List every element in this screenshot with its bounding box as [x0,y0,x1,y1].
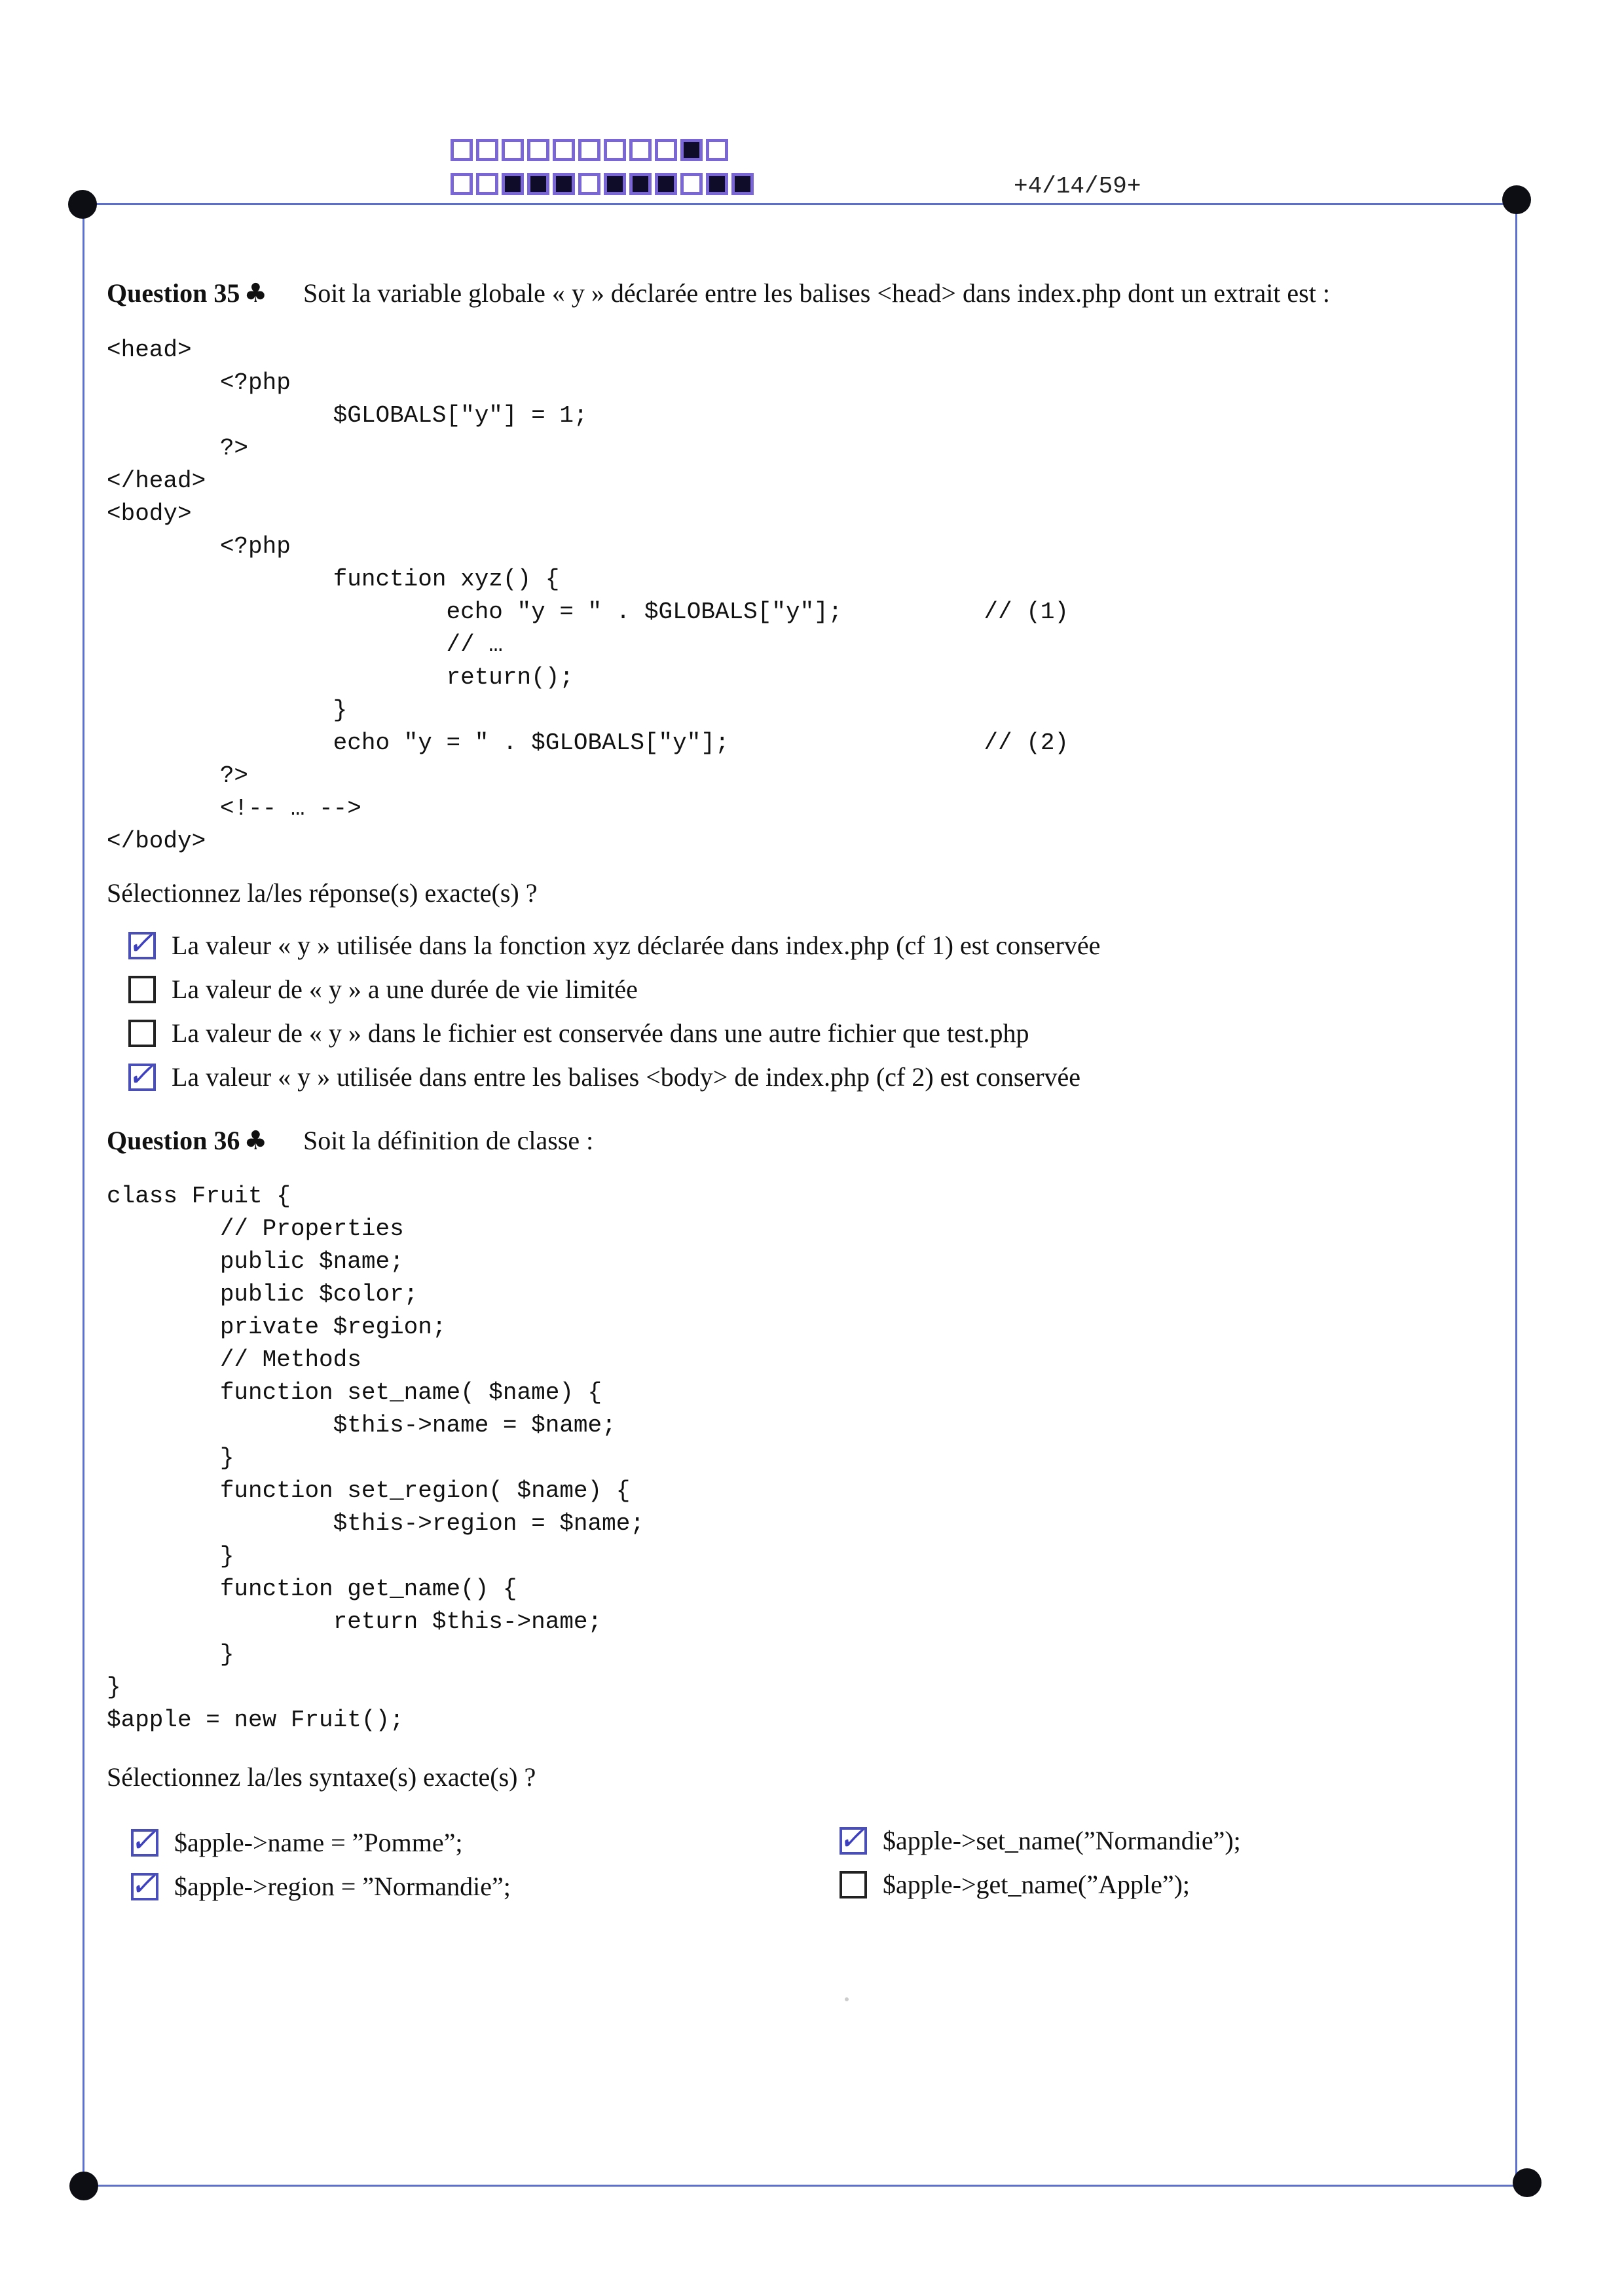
question-35-prompt: Soit la variable globale « y » déclarée entre les balises <head> dans index.php dont un extrait est : [303,278,1330,308]
id-box [451,173,473,195]
question-35-label: Question 35 [107,278,240,308]
q35-choice-4[interactable] [127,1056,1081,1094]
check-mark-icon: ✓ [130,1822,157,1859]
checkbox[interactable] [130,1866,158,1903]
club-icon: ♣ [244,1126,268,1156]
q36-choice-4[interactable] [840,1869,1190,1900]
checkbox[interactable] [127,925,156,962]
frame-top-line [83,203,1517,205]
id-box [451,139,473,161]
check-mark-icon: ✓ [127,925,154,962]
page-id: +4/14/59+ [1014,173,1141,200]
choice-label: La valeur « y » utilisée dans entre les balises <body> de index.php (cf 2) est conservée [172,1062,1081,1092]
question-36-instruction: Sélectionnez la/les syntaxe(s) exacte(s) ? [107,1762,536,1792]
checkbox[interactable] [128,976,156,1003]
q36-choice-3[interactable] [838,1820,1241,1857]
scan-speck [845,1997,849,2001]
id-box [476,139,498,161]
choice-label: $apple->get_name(”Apple”); [883,1870,1190,1899]
id-box [680,173,703,195]
q35-choice-1[interactable] [127,925,1101,962]
question-35-code: <head> <?php $GLOBALS["y"] = 1; ?> </head> <body> <?php function xyz() { echo "y = " . $GLOBALS["y"]; // (1) // … return(); } echo "y = " . $GLOBALS["y"]; // (2) ?> <!-- … --> </body> [107,337,1069,855]
question-35-heading [107,278,1330,309]
id-box [731,173,754,195]
id-box [578,139,600,161]
corner-mark-bottom-left [69,2172,98,2200]
id-box [578,173,600,195]
id-box [680,139,703,161]
corner-mark-top-right [1502,185,1531,214]
id-box [604,173,626,195]
choice-label: $apple->set_name(”Normandie”); [883,1826,1241,1855]
id-box [502,139,524,161]
choice-label: $apple->name = ”Pomme”; [174,1828,463,1857]
id-box [655,173,677,195]
id-box [553,139,575,161]
corner-mark-top-left [68,190,97,219]
id-box [527,173,549,195]
id-box [629,173,652,195]
id-box [476,173,498,195]
frame-right-line [1515,203,1517,2187]
q36-choice-1[interactable] [130,1822,463,1859]
check-mark-icon: ✓ [127,1056,154,1094]
choice-label: La valeur de « y » dans le fichier est conservée dans une autre fichier que test.php [172,1018,1029,1048]
id-box-strip-bottom [451,173,757,195]
checkbox[interactable] [127,1056,156,1094]
question-36-prompt: Soit la définition de classe : [303,1126,594,1155]
frame-bottom-line [83,2185,1528,2187]
id-box [527,139,549,161]
frame-left-line [83,203,84,2187]
id-box [655,139,677,161]
q35-choice-2[interactable] [128,974,638,1005]
checkbox[interactable] [128,1020,156,1047]
checkbox[interactable] [840,1871,867,1898]
question-36-label: Question 36 [107,1126,240,1155]
check-mark-icon: ✓ [838,1820,865,1857]
id-box [706,173,728,195]
q35-choice-3[interactable] [128,1018,1029,1048]
question-36-code: class Fruit { // Properties public $name; public $color; private $region; // Methods function set_name( $name) { $this->name = $name; } function set_region( $name) { $this->region = $name; } function get_name() { return $this->name; } } $apple = new Fruit(); [107,1183,644,1733]
choice-label: $apple->region = ”Normandie”; [174,1872,511,1901]
checkbox[interactable] [130,1822,158,1859]
checkbox[interactable] [838,1820,867,1857]
q36-choice-2[interactable] [130,1866,511,1903]
question-36-heading [107,1125,594,1157]
id-box [604,139,626,161]
id-box [706,139,728,161]
id-box [502,173,524,195]
id-box [629,139,652,161]
choice-label: La valeur « y » utilisée dans la fonction xyz déclarée dans index.php (cf 1) est conservée [172,931,1101,960]
question-35-instruction: Sélectionnez la/les réponse(s) exacte(s) ? [107,878,538,908]
check-mark-icon: ✓ [130,1866,157,1903]
id-box-strip-top [451,139,731,161]
choice-label: La valeur de « y » a une durée de vie limitée [172,974,638,1004]
club-icon: ♣ [244,278,268,308]
id-box [553,173,575,195]
corner-mark-bottom-right [1513,2168,1541,2197]
